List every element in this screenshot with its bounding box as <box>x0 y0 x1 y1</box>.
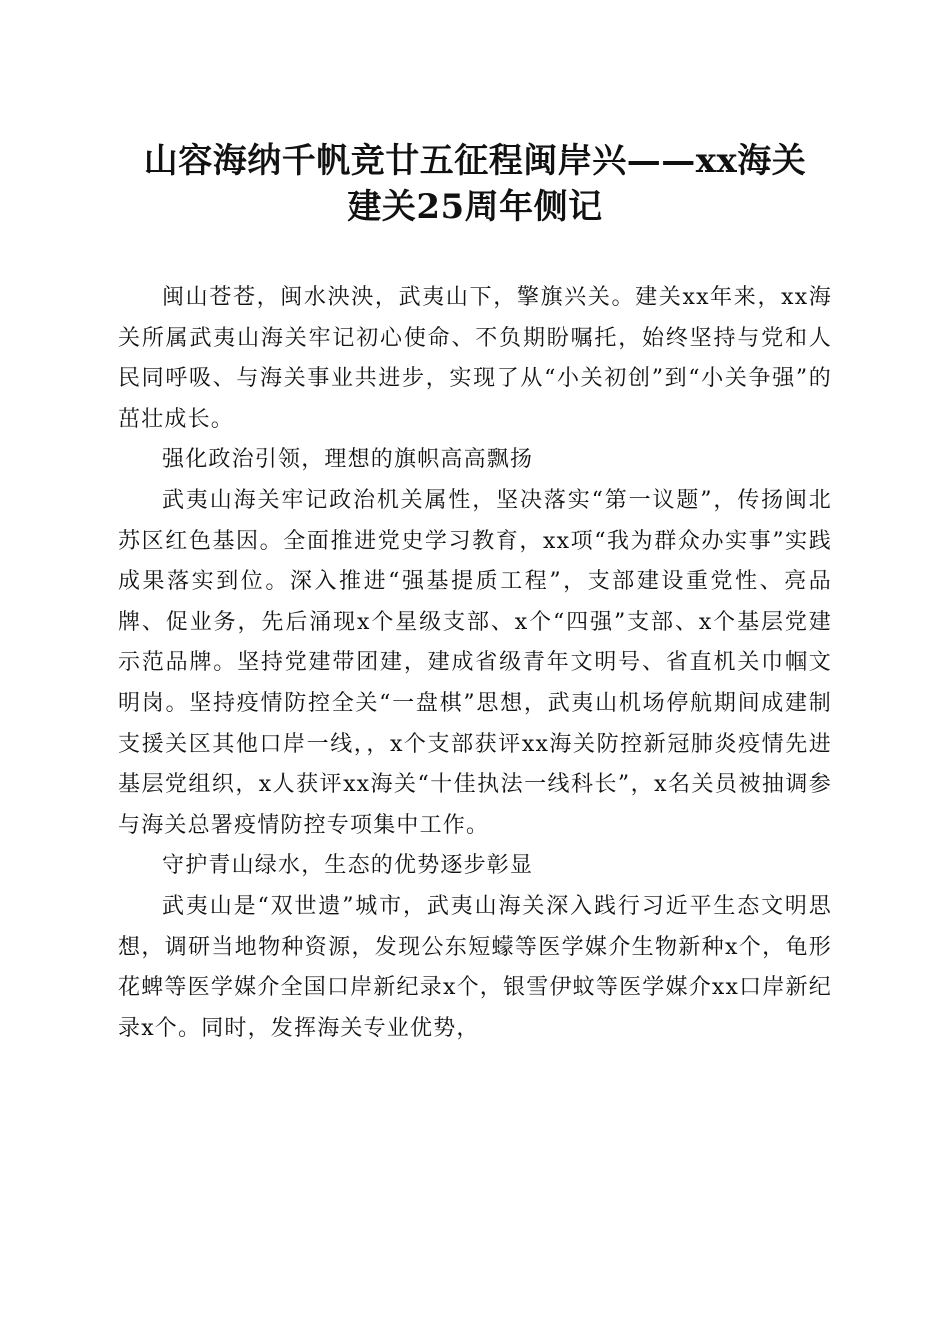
article-title-line-2: 建关25周年侧记 <box>347 187 603 227</box>
article-title <box>118 138 832 230</box>
ecology-paragraph: 武夷山是“双世遗”城市，武夷山海关深入践行习近平生态文明思想，调研当地物种资源，发现公东短蠓等医学媒介生物新种x个，龟形花蜱等医学媒介全国口岸新纪录x个，银雪伊蚊等医学媒介xx口岸新纪录x个。同时，发挥海关专业优势， <box>118 893 832 1041</box>
article-body <box>118 278 832 1049</box>
political-paragraph: 武夷山海关牢记政治机关属性，坚决落实“第一议题”，传扬闽北苏区红色基因。全面推进党史学习教育，xx项“我为群众办实事”实践成果落实到位。深入推进“强基提质工程”，支部建设重党性、亮品牌、促业务，先后涌现x个星级支部、x个“四强”支部、x个基层党建示范品牌。坚持党建带团建，建成省级青年文明号、省直机关巾帼文明岗。坚持疫情防控全关“一盘棋”思想，武夷山机场停航期间成建制支援关区其他口岸一线，，x个支部获评xx海关防控新冠肺炎疫情先进基层党组织，x人获评xx海关“十佳执法一线科长”，x名关员被抽调参与海关总署疫情防控专项集中工作。 <box>118 487 832 838</box>
article-title-line-1: 山容海纳千帆竞廿五征程闽岸兴——xx海关 <box>143 141 807 181</box>
intro-paragraph: 闽山苍苍，闽水泱泱，武夷山下，擎旗兴关。建关xx年来，xx海关所属武夷山海关牢记初心使命、不负期盼嘱托，始终坚持与党和人民同呼吸、与海关事业共进步，实现了从“小关初创”到“小关争强”的茁壮成长。 <box>118 285 832 432</box>
section-heading-political: 强化政治引领，理想的旗帜高高飘扬 <box>162 447 534 473</box>
section-heading-ecology: 守护青山绿水，生态的优势逐步彰显 <box>162 853 534 879</box>
